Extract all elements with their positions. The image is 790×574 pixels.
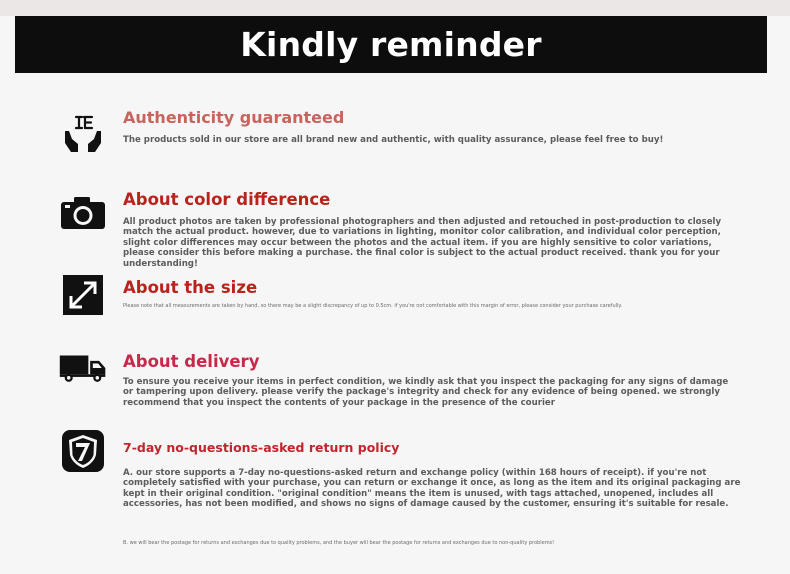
seven-day-shield-icon [58,429,108,473]
delivery-truck-icon [58,346,108,390]
section-heading-color: About color difference [123,190,331,209]
section-body-size: Please note that all measurements are taken by hand, so there may be a slight discrepancy of up to 0.5cm. if you're not comfortable with this margin of error, please consider your purchase carefully. [123,303,623,309]
section-heading-return: 7-day no-questions-asked return policy [123,440,400,455]
section-body-color: All product photos are taken by professional photographers and then adjusted and retouched in post-production to closely match the actual product. however, due to variations in lighting, monitor color calibration, and individual color perception, slight color differences may occur between the photos and the actual item. if you are highly sensitive to color variations, please consider this before making a purchase. the final color is subject to the actual product received. thank you for your understanding! [123,217,722,269]
camera-icon [58,191,108,235]
page-title: Kindly reminder [240,25,542,64]
section-body-authenticity: The products sold in our store are all brand new and authentic, with quality assurance, please feel free to buy! [123,135,664,145]
authenticity-hands-icon [58,112,108,156]
resize-arrow-icon [58,273,108,317]
top-strip [0,0,790,16]
header-bar [15,16,767,73]
section-note-return: B. we will bear the postage for returns and exchanges due to quality problems, and the buyer will bear the postage for returns and exchanges due to non-quality problems! [123,540,555,546]
section-body-return: A. our store supports a 7-day no-questions-asked return and exchange policy (within 168 hours of receipt). if you're not completely satisfied with your purchase, you can return or exchange it once, as long as the item and its original packaging are kept in their original condition. "original condition" means the item is unused, with tags attached, unopened, includes all accessories, has not been modified, and shows no signs of damage caused by the customer, ensuring it's suitable for resale. [123,468,741,510]
section-heading-delivery: About delivery [123,352,260,371]
section-body-delivery: To ensure you receive your items in perfect condition, we kindly ask that you inspect the packaging for any signs of damage or tampering upon delivery. please verify the package's integrity and check for any evidence of being opened. we strongly recommend that you inspect the contents of your package in the presence of the courier [123,377,729,408]
section-heading-authenticity: Authenticity guaranteed [123,108,345,127]
section-heading-size: About the size [123,278,258,297]
